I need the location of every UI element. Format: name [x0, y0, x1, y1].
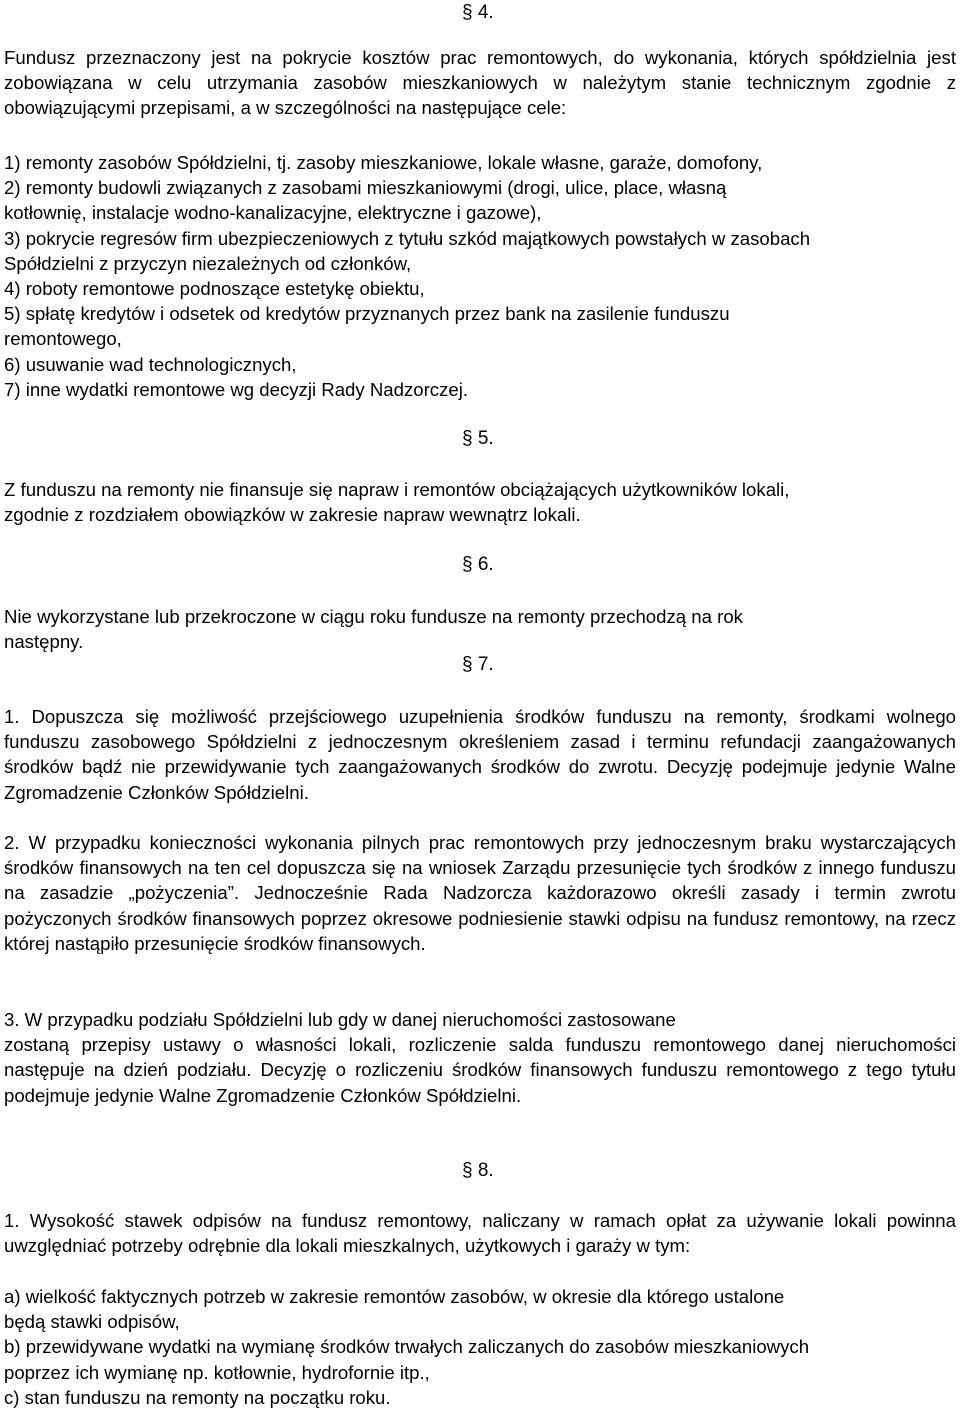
list-item: 7) inne wydatki remontowe wg decyzji Rady Nadzorczej.	[4, 378, 469, 400]
paragraph-line: Nie wykorzystane lub przekroczone w ciągu roku fundusze na remonty przechodzą na rok	[4, 606, 743, 627]
section-4-list	[4, 150, 956, 402]
paragraph-line: zgodnie z rozdziałem obowiązków w zakresie napraw wewnątrz lokali.	[4, 504, 581, 526]
list-item: 4) roboty remontowe podnoszące estetykę obiektu,	[4, 278, 425, 300]
section-7-paragraph-3	[4, 1007, 956, 1108]
list-item: b) przewidywane wydatki na wymianę środków trwałych zaliczanych do zasobów mieszkaniowych	[4, 1336, 810, 1358]
list-item: 2) remonty budowli związanych z zasobami mieszkaniowymi (drogi, ulice, place, własną	[4, 177, 727, 199]
list-item: 5) spłatę kredytów i odsetek od kredytów przyznanych przez bank na zasilenie funduszu	[4, 303, 730, 325]
list-item: kotłownię, instalacje wodno-kanalizacyjne, elektryczne i gazowe),	[4, 202, 542, 224]
section-6-text	[4, 604, 956, 654]
section-5-text	[4, 477, 956, 527]
list-item: 6) usuwanie wad technologicznych,	[4, 353, 297, 375]
section-4-heading: § 4.	[462, 2, 494, 23]
paragraph-body: zostaną przepisy ustawy o własności lokali, rozliczenie salda funduszu remontowego danej nieruchomości następuje na dzień podziału. Decyzję o rozliczeniu środków finansowych funduszu remontowego z tego tytułu podejmuje jedynie Walne Zgromadzenie Członków Spółdzielni.	[4, 1034, 956, 1106]
section-7-heading: § 7.	[462, 654, 494, 675]
list-item: Spółdzielni z przyczyn niezależnych od członków,	[4, 252, 412, 274]
section-7-paragraph-1: 1. Dopuszcza się możliwość przejściowego uzupełnienia środków funduszu na remonty, środkami wolnego funduszu zasobowego Spółdzielni z jednoczesnym określeniem zasad i terminu refundacji zaangażowanych środków bądź nie przewidywanie tych zaangażowanych środków do zwrotu. Decyzję podejmuje jedynie Walne Zgromadzenie Członków Spółdzielni.	[4, 706, 956, 803]
section-7-paragraph-2: 2. W przypadku konieczności wykonania pilnych prac remontowych przy jednoczesnym braku wystarczających środków finansowych na ten cel dopuszcza się na wniosek Zarządu przesunięcie tych środków z innego funduszu na zasadzie „pożyczenia”. Jednocześnie Rada Nadzorcza każdorazowo określi zasady i termin zwrotu pożyczonych środków finansowych poprzez okresowe podniesienie stawki odpisu na fundusz remontowy, na rzecz której nastąpiło przesunięcie środków finansowych.	[4, 832, 956, 954]
section-4-intro: Fundusz przeznaczony jest na pokrycie kosztów prac remontowych, do wykonania, których spółdzielnia jest zobowiązana w celu utrzymania zasobów mieszkaniowych w należytym stanie technicznym zgodnie z obowiązującymi przepisami, a w szczególności na następujące cele:	[4, 47, 956, 119]
section-8-paragraph-1: 1. Wysokość stawek odpisów na fundusz remontowy, naliczany w ramach opłat za używanie lokali powinna uwzględniać potrzeby odrębnie dla lokali mieszkalnych, użytkowych i garaży w tym:	[4, 1210, 956, 1257]
section-5-heading: § 5.	[462, 428, 494, 449]
list-item: 3) pokrycie regresów firm ubezpieczeniowych z tytułu szkód majątkowych powstałych w zasobach	[4, 227, 811, 249]
list-item: a) wielkość faktycznych potrzeb w zakresie remontów zasobów, w okresie dla którego ustalone	[4, 1286, 785, 1307]
list-item: c) stan funduszu na remonty na początku roku.	[4, 1386, 391, 1408]
paragraph-line: Z funduszu na remonty nie finansuje się napraw i remontów obciążających użytkowników lokali,	[4, 479, 790, 500]
section-8-list	[4, 1284, 956, 1410]
paragraph-line: 3. W przypadku podziału Spółdzielni lub gdy w danej nieruchomości zastosowane	[4, 1009, 676, 1030]
list-item: 1) remonty zasobów Spółdzielni, tj. zasoby mieszkaniowe, lokale własne, garaże, domofony,	[4, 152, 763, 173]
section-6-heading: § 6.	[462, 554, 494, 575]
list-item: remontowego,	[4, 328, 122, 350]
list-item: będą stawki odpisów,	[4, 1311, 180, 1333]
section-8-heading: § 8.	[462, 1160, 494, 1181]
list-item: poprzez ich wymianę np. kotłownie, hydrofornie itp.,	[4, 1361, 430, 1383]
paragraph-line: następny.	[4, 631, 84, 653]
